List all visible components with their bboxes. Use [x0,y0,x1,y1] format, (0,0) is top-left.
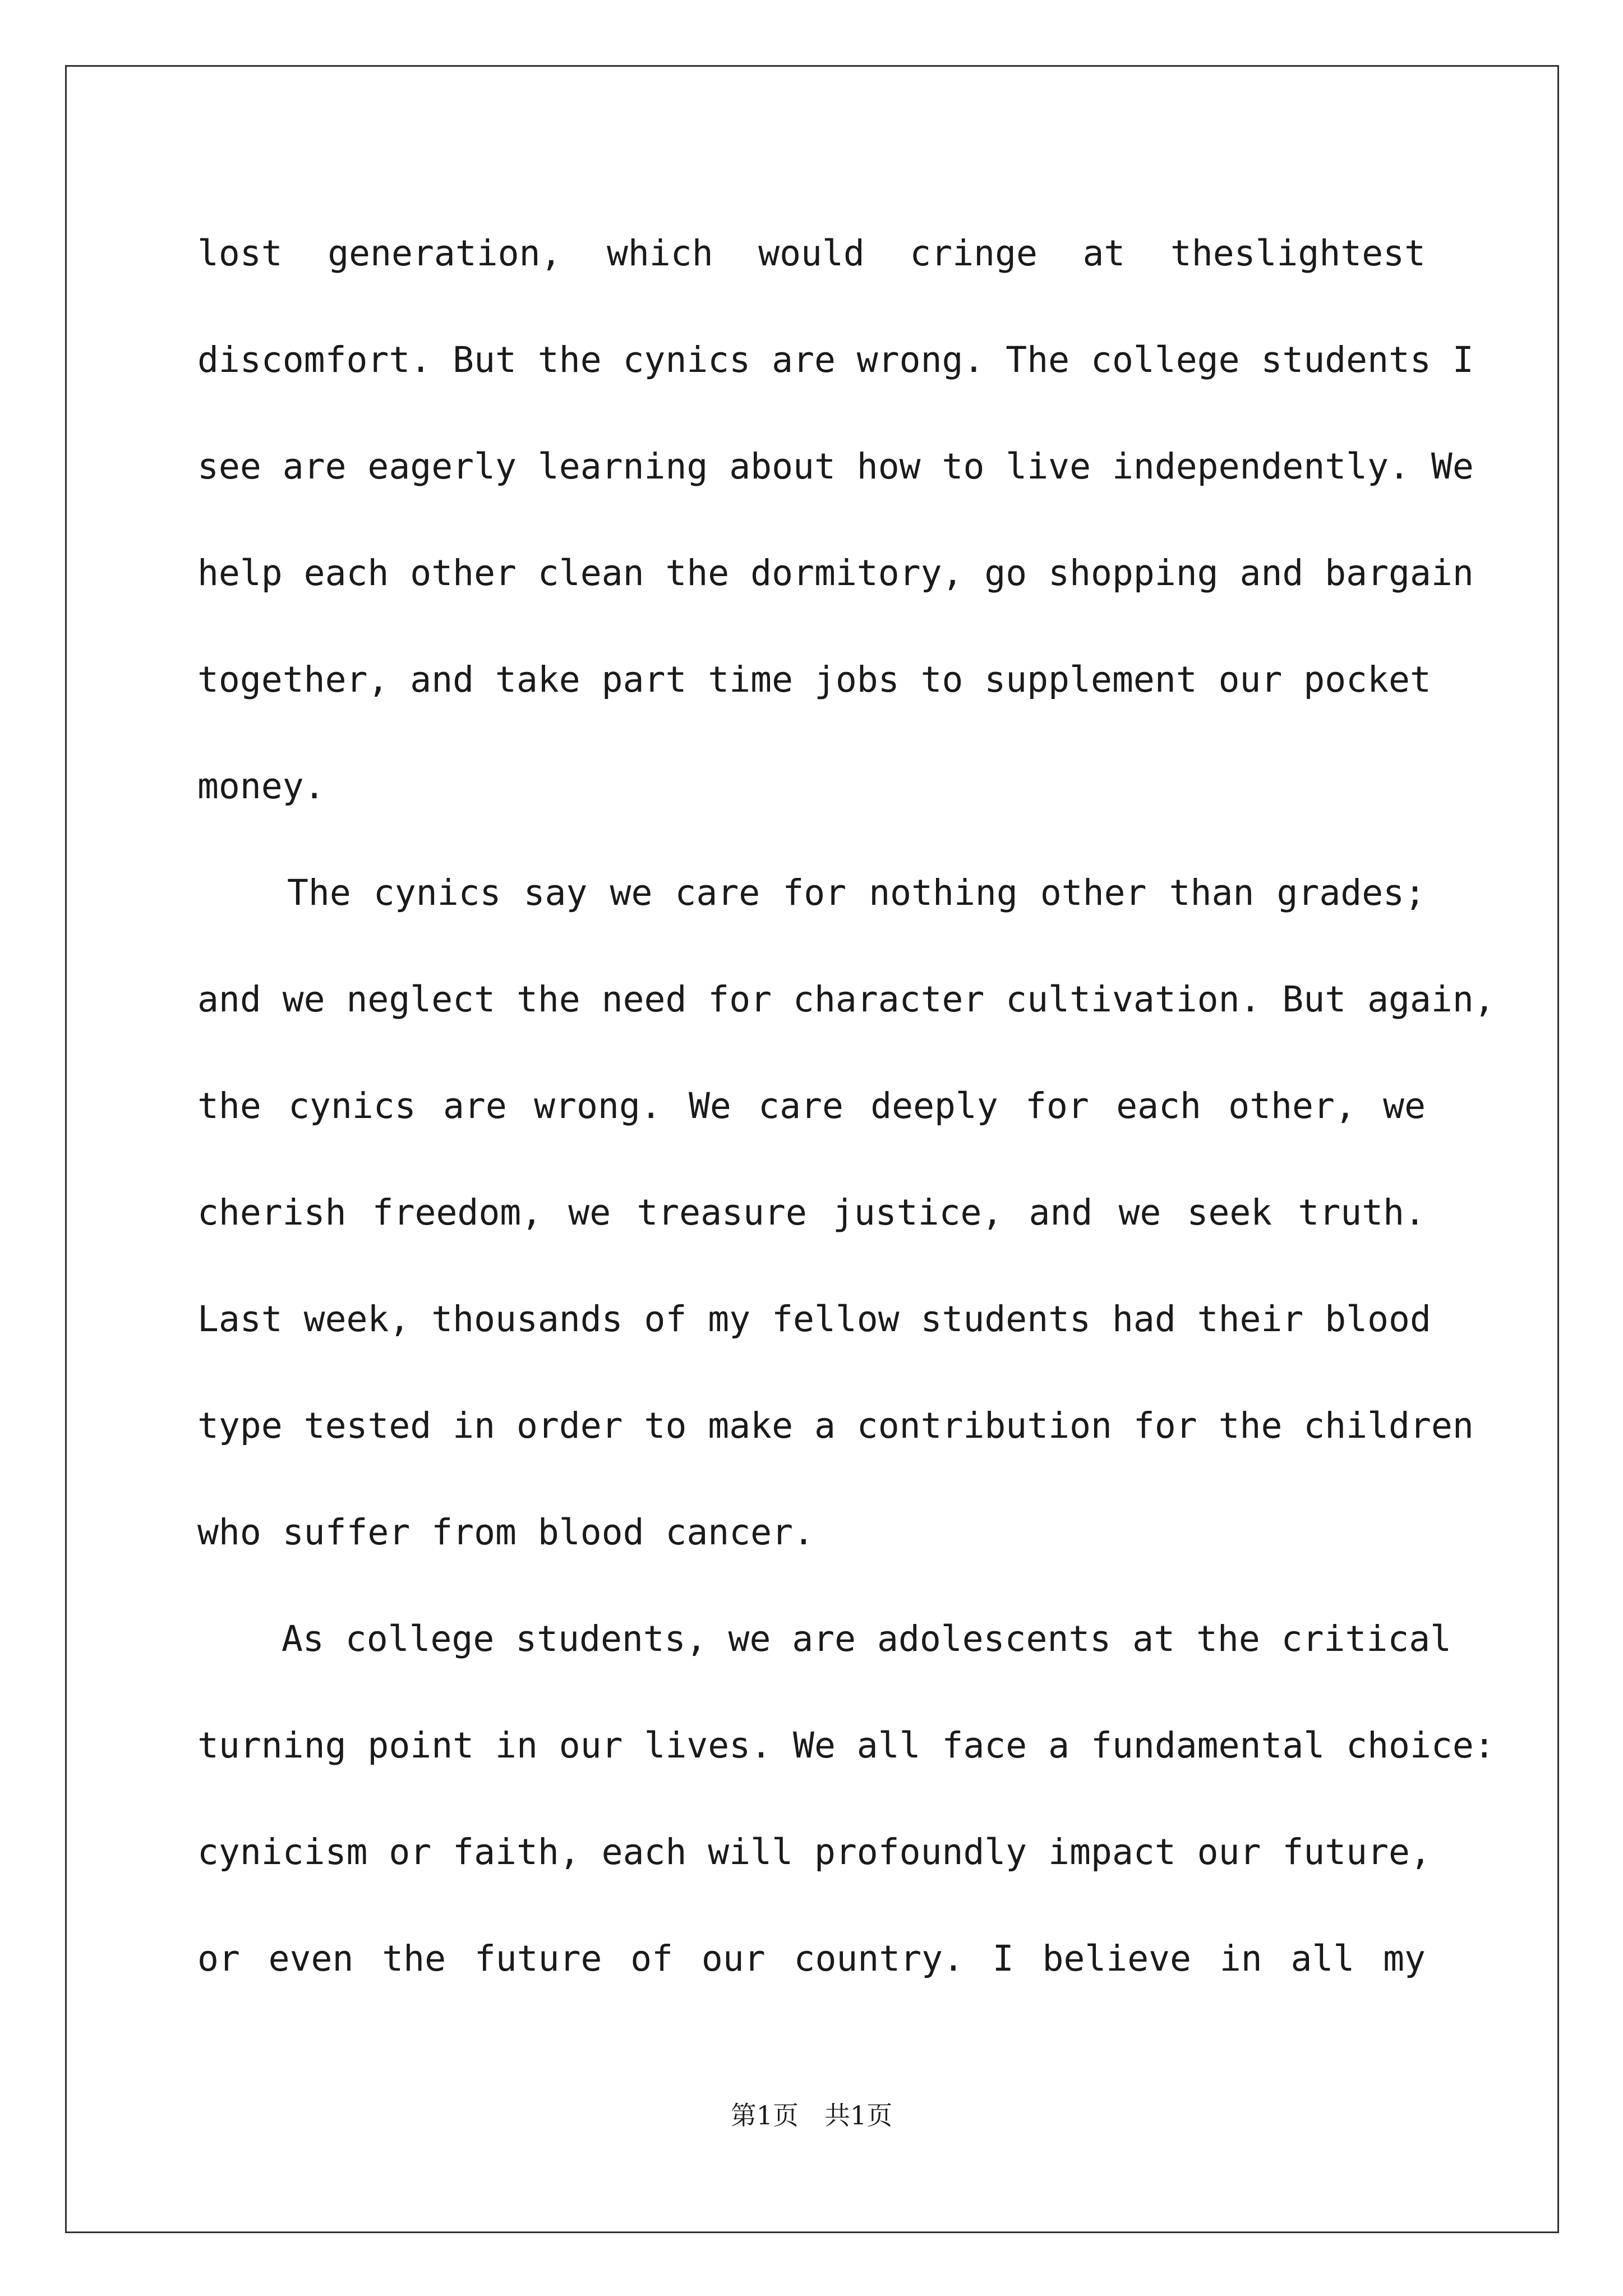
text-line: who suffer from blood cancer. [197,1512,814,1553]
paragraph-first-line: The cynics say we care for nothing other than grades; [287,872,1426,913]
text-line: lost generation, which would cringe at theslightest [197,233,1426,274]
text-line: see are eagerly learning about how to live independently. We [197,446,1474,487]
document-body [197,224,1495,2036]
text-line: the cynics are wrong. We care deeply for each other, we [197,1085,1426,1126]
text-line: type tested in order to make a contribution for the children [197,1405,1474,1446]
paragraph-first-line: As college students, we are adolescents at the critical [282,1618,1452,1659]
text-line: cherish freedom, we treasure justice, and we seek truth. [197,1192,1426,1233]
text-line: help each other clean the dormitory, go shopping and bargain [197,553,1474,593]
text-line: cynicism or faith, each will profoundly impact our future, [197,1832,1431,1872]
text-line: turning point in our lives. We all face a fundamental choice: [197,1725,1495,1766]
page-number-footer: 第1页 共1页 [730,2100,893,2131]
text-line: money. [197,766,325,807]
text-line: discomfort. But the cynics are wrong. The college students I [197,339,1474,380]
text-line: and we neglect the need for character cultivation. But again, [197,979,1495,1020]
text-line: or even the future of our country. I believe in all my [197,1938,1426,1979]
text-line: Last week, thousands of my fellow students had their blood [197,1299,1431,1340]
text-line: together, and take part time jobs to supplement our pocket [197,659,1431,700]
